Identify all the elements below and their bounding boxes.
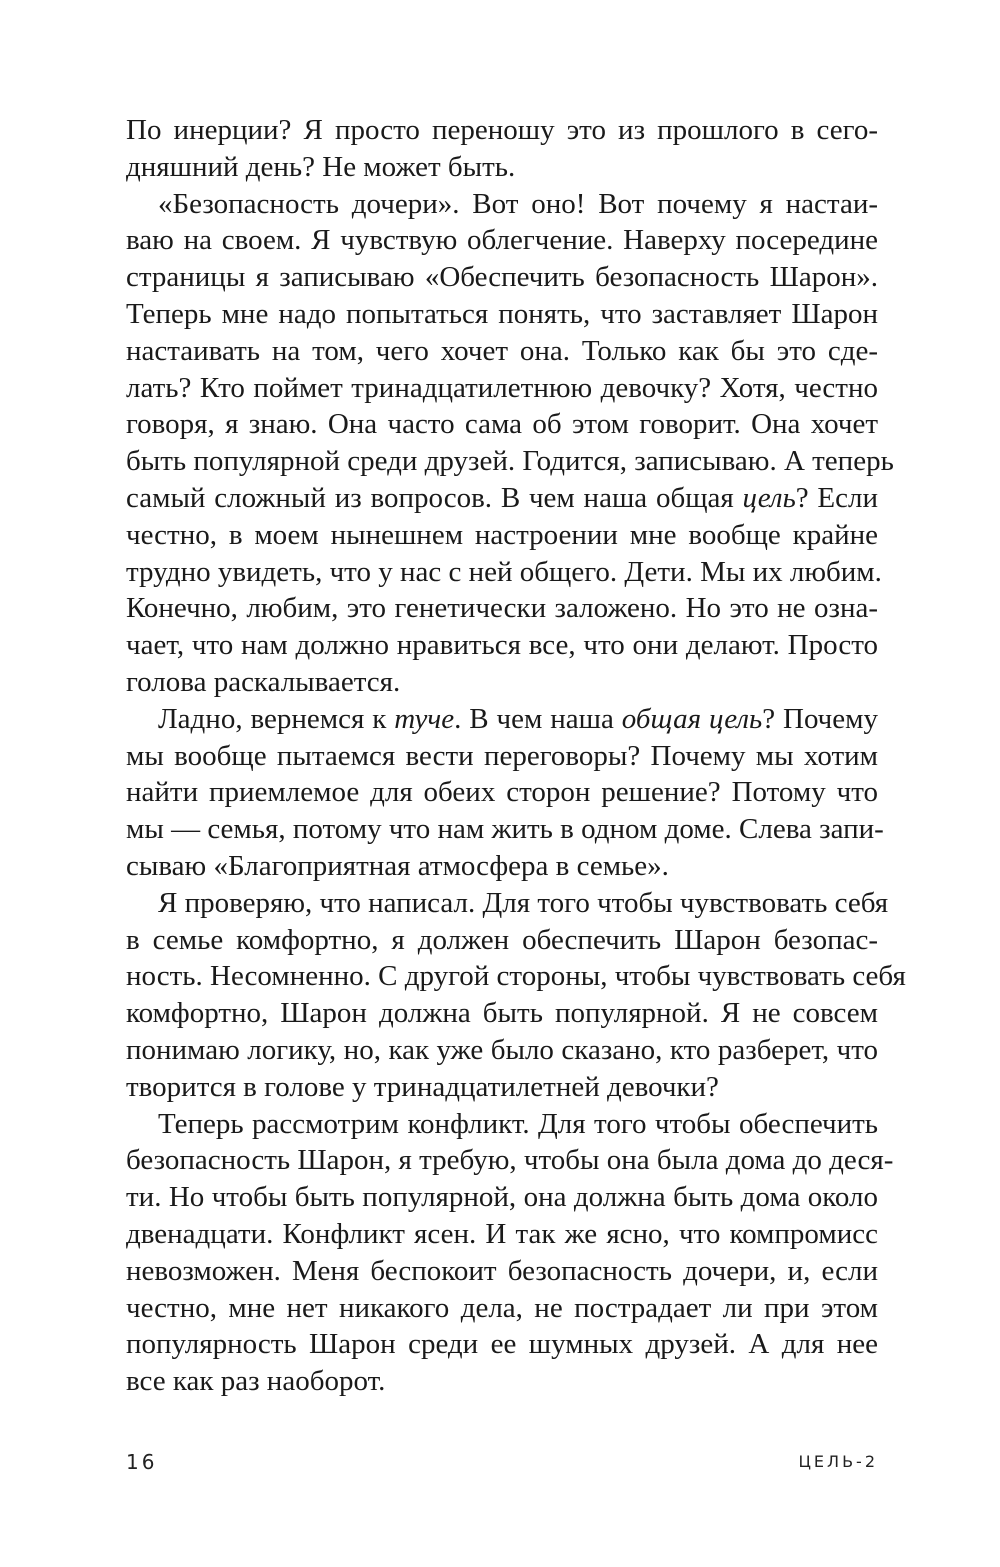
- text-line: честно, в моем нынешнем настроении мне вообще крайне: [126, 518, 878, 551]
- text-line: ность. Несомненно. С другой стороны, чтобы чувствовать себя: [126, 960, 906, 993]
- page-body: [126, 112, 906, 1400]
- text-line: дняшний день? Не может быть.: [126, 150, 516, 183]
- text-line: честно, мне нет никакого дела, не пострадает ли при этом: [126, 1291, 878, 1324]
- text-line: ваю на своем. Я чувствую облегчение. Наверху посередине: [126, 224, 878, 257]
- text-line: Я проверяю, что написал. Для того чтобы чувствовать себя: [158, 886, 889, 919]
- text-line: популярность Шарон среди ее шумных друзей. А для нее: [126, 1328, 878, 1361]
- italic-emphasis: цель: [742, 481, 796, 514]
- text-line: чает, что нам должно нравиться все, что они делают. Просто: [126, 629, 878, 662]
- text-line: творится в голове у тринадцатилетней девочки?: [126, 1070, 719, 1103]
- text-line: Теперь мне надо попытаться понять, что заставляет Шарон: [126, 297, 878, 330]
- text-line: безопасность Шарон, я требую, чтобы она была дома до деся-: [126, 1144, 894, 1177]
- text-line: «Безопасность дочери». Вот оно! Вот почему я настаи-: [158, 187, 878, 220]
- text-run: . В чем наша: [454, 702, 622, 735]
- italic-emphasis: туче: [394, 702, 455, 735]
- text-line: двенадцати. Конфликт ясен. И так же ясно, что компромисс: [126, 1217, 878, 1250]
- text-line: трудно увидеть, что у нас с ней общего. Дети. Мы их любим.: [126, 555, 882, 588]
- text-run: самый сложный из вопросов. В чем наша общая: [126, 481, 743, 514]
- text-line: голова раскалывается.: [126, 665, 401, 698]
- text-line: страницы я записываю «Обеспечить безопасность Шарон».: [126, 261, 878, 294]
- text-line: быть популярной среди друзей. Годится, записываю. А теперь: [126, 445, 894, 478]
- text-line: говоря, я знаю. Она часто сама об этом говорит. Она хочет: [126, 408, 878, 441]
- text-line: найти приемлемое для обеих сторон решение? Потому что: [126, 776, 878, 809]
- text-line: Конечно, любим, это генетически заложено. Но это не озна-: [126, 592, 878, 625]
- text-line: [126, 701, 878, 738]
- text-line: лать? Кто поймет тринадцатилетнюю девочку? Хотя, честно: [126, 371, 878, 404]
- text-line: понимаю логику, но, как уже было сказано, кто разберет, что: [126, 1033, 878, 1066]
- text-line: комфортно, Шарон должна быть популярной. Я не совсем: [126, 997, 878, 1030]
- page-footer: [126, 1450, 878, 1480]
- running-title: ЦЕЛЬ-2: [798, 1452, 878, 1471]
- text-line: сываю «Благоприятная атмосфера в семье».: [126, 849, 669, 882]
- text-line: По инерции? Я просто переношу это из прошлого в сего-: [126, 114, 878, 146]
- text-line: ти. Но чтобы быть популярной, она должна быть дома около: [126, 1181, 878, 1214]
- text-line: все как раз наоборот.: [126, 1365, 386, 1398]
- text-line: Теперь рассмотрим конфликт. Для того чтобы обеспечить: [158, 1107, 878, 1140]
- text-line: в семье комфортно, я должен обеспечить Шарон безопас-: [126, 923, 878, 956]
- text-run: ? Почему: [762, 702, 878, 735]
- text-line: невозможен. Меня беспокоит безопасность дочери, и, если: [126, 1254, 878, 1287]
- text-line: мы — семья, потому что нам жить в одном доме. Слева запи-: [126, 813, 884, 846]
- text-run: Ладно, вернемся к: [158, 702, 395, 735]
- text-run: ? Если: [795, 481, 879, 514]
- text-line: настаивать на том, чего хочет она. Только как бы это сде-: [126, 334, 878, 367]
- page-number: 16: [126, 1450, 158, 1474]
- text-line: мы вообще пытаемся вести переговоры? Почему мы хотим: [126, 739, 878, 772]
- italic-emphasis: общая цель: [621, 702, 763, 735]
- text-line: [126, 480, 878, 517]
